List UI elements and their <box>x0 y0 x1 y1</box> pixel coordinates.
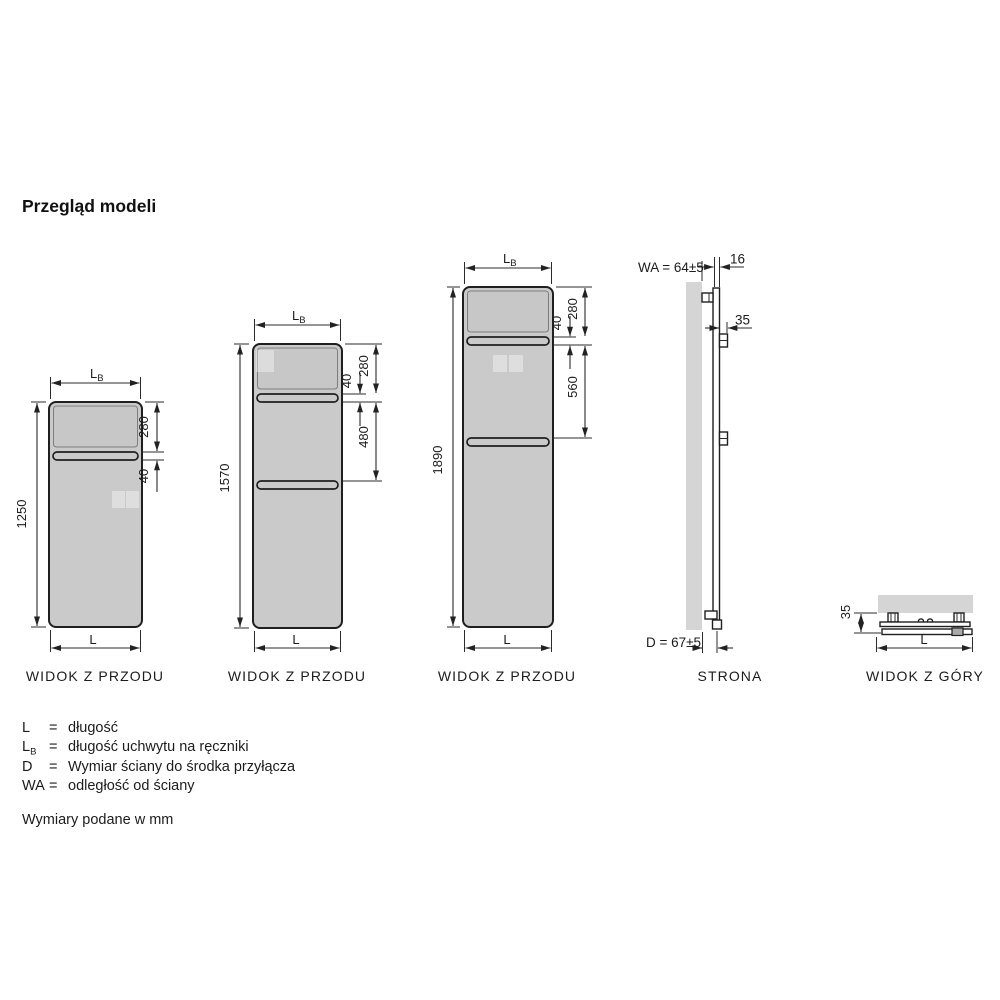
caption-front-view-3: WIDOK Z PRZODU <box>437 668 577 684</box>
dim-label-lb: $L_B$ <box>292 308 306 326</box>
reflection-patch <box>509 355 523 372</box>
dimension-chain-right <box>339 344 382 481</box>
dimension-35-side <box>705 313 752 334</box>
mounting-bracket <box>702 293 713 302</box>
legend-row-d <box>22 759 296 775</box>
dim-label-lb: $L_B$ <box>90 366 104 384</box>
units-note: Wymiary podane w mm <box>22 812 174 828</box>
legend-equals: = <box>49 739 58 755</box>
dimension-chain-right <box>549 287 592 438</box>
legend-symbol: D <box>22 759 33 775</box>
reflection-patch <box>256 350 274 372</box>
front-view-1 <box>14 366 164 684</box>
dimension-height <box>217 344 249 628</box>
legend-description: Wymiar ściany do środka przyłącza <box>68 759 296 775</box>
dimension-length <box>51 630 141 652</box>
dim-label-16: 16 <box>730 251 746 267</box>
dim-label-d: D = 67±5 <box>646 635 702 650</box>
radiator-rear-profile <box>880 622 970 627</box>
dim-label-wa: WA = 64±5 <box>638 260 704 275</box>
dimension-length <box>255 631 341 652</box>
dim-label-35: 35 <box>838 604 853 620</box>
legend-description: długość <box>68 720 118 736</box>
dimension-length <box>465 630 552 652</box>
caption-side-view: STRONA <box>697 668 763 684</box>
wall <box>878 595 973 613</box>
dim-label-length: L <box>920 632 928 647</box>
dim-label-40: 40 <box>339 373 354 389</box>
dimension-35-top <box>838 605 881 633</box>
legend-row-l <box>22 720 118 736</box>
dim-label-480: 480 <box>356 426 371 448</box>
connection-valve <box>705 611 717 619</box>
dim-label-280: 280 <box>565 298 580 320</box>
reflection-patch <box>493 355 507 372</box>
dim-label-lb: $L_B$ <box>503 251 517 269</box>
dim-label-length: L <box>89 632 97 647</box>
dim-label-560: 560 <box>565 376 580 398</box>
mounting-bracket-left <box>888 613 898 622</box>
towel-rail-upper <box>467 337 549 345</box>
towel-rail <box>53 452 138 460</box>
legend-equals: = <box>49 720 58 736</box>
mounting-bracket-right <box>954 613 964 622</box>
caption-top-view: WIDOK Z GÓRY <box>866 668 984 684</box>
caption-front-view-2: WIDOK Z PRZODU <box>227 668 367 684</box>
dimension-lb <box>255 308 341 341</box>
legend-symbol: WA <box>22 778 45 794</box>
dim-label-280: 280 <box>356 355 371 377</box>
front-view-3 <box>430 251 592 684</box>
legend-symbol: $L_B$ <box>22 739 37 758</box>
top-view <box>838 595 984 684</box>
reflection-patch <box>126 491 139 508</box>
connection-fitting <box>713 620 722 629</box>
radiator-top-panel <box>468 291 549 332</box>
legend <box>22 720 296 828</box>
dimension-height <box>14 402 46 627</box>
dimension-d <box>646 631 733 653</box>
towel-rail-upper <box>257 394 338 402</box>
legend-description: odległość od ściany <box>68 778 195 794</box>
radiator-profile <box>713 288 720 625</box>
wall <box>686 282 702 630</box>
dim-label-35: 35 <box>735 312 751 328</box>
towel-rail-lower <box>467 438 549 446</box>
end-block <box>952 628 963 636</box>
legend-equals: = <box>49 759 58 775</box>
radiator-top-panel <box>54 406 138 447</box>
dimension-lb <box>51 366 141 399</box>
legend-row-wa <box>22 778 195 794</box>
dim-label-height: 1890 <box>430 445 445 475</box>
caption-front-view-1: WIDOK Z PRZODU <box>25 668 165 684</box>
dim-label-height: 1250 <box>14 499 29 529</box>
legend-equals: = <box>49 778 58 794</box>
dim-label-40: 40 <box>549 315 564 331</box>
legend-row-lb <box>22 739 249 758</box>
dim-label-40: 40 <box>136 468 151 484</box>
legend-symbol: L <box>22 720 31 736</box>
front-view-2 <box>217 308 382 684</box>
dim-label-280: 280 <box>136 416 151 438</box>
dim-label-length: L <box>292 632 300 647</box>
reflection-patch <box>112 491 125 508</box>
dim-label-height: 1570 <box>217 463 232 493</box>
page-title: Przegląd modeli <box>22 196 157 216</box>
side-view <box>638 252 762 685</box>
dimension-wa <box>638 252 745 288</box>
dimension-lb <box>465 251 552 284</box>
dim-label-length: L <box>503 632 511 647</box>
legend-description: długość uchwytu na ręczniki <box>68 739 249 755</box>
towel-rail-lower <box>257 481 338 489</box>
dimension-height <box>430 287 460 627</box>
